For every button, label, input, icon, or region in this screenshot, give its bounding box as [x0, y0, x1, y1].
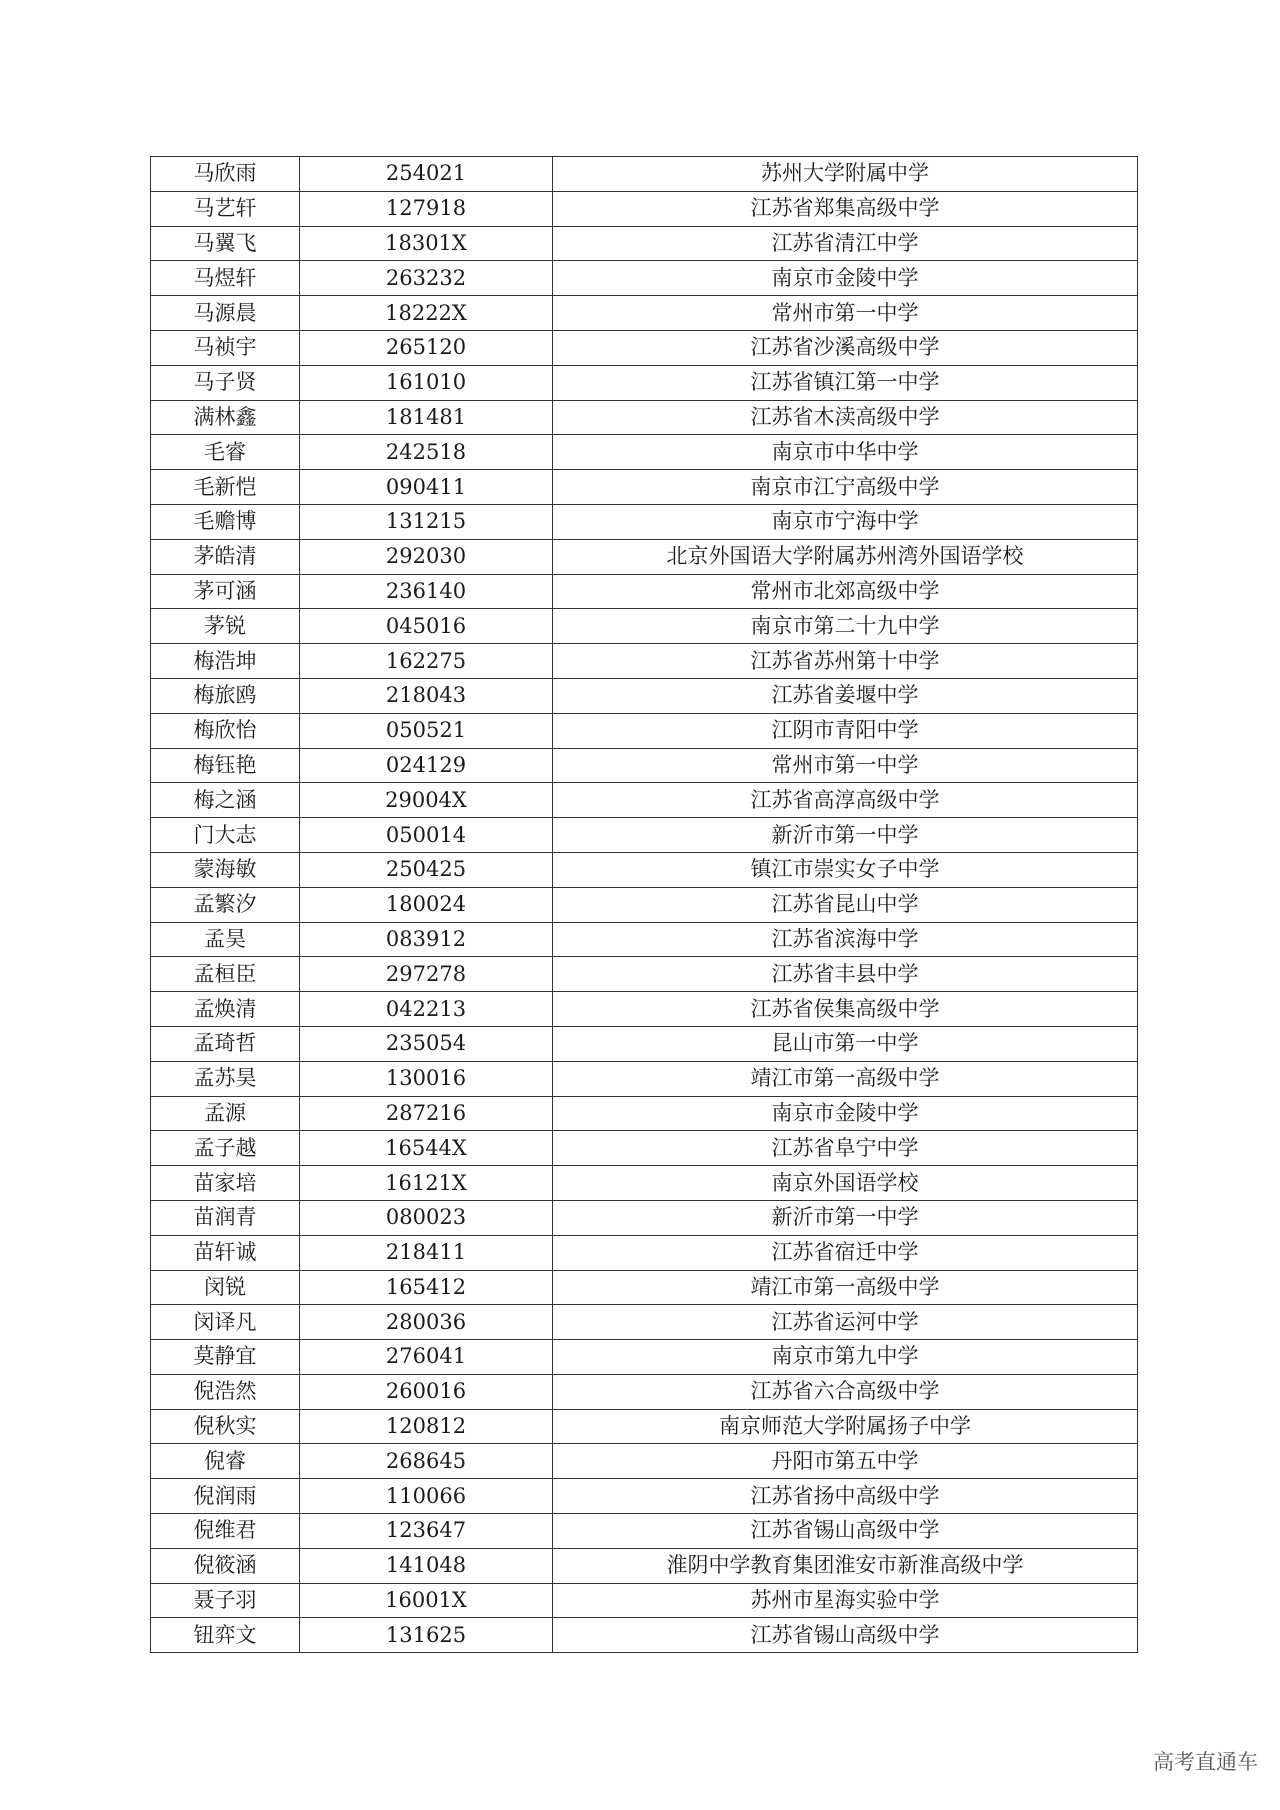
school-cell: 江苏省高淳高级中学 — [553, 783, 1138, 818]
id-cell: 263232 — [300, 261, 553, 296]
name-cell: 倪维君 — [151, 1514, 300, 1549]
school-cell: 北京外国语大学附属苏州湾外国语学校 — [553, 539, 1138, 574]
table-row — [151, 1409, 1138, 1444]
name-cell: 苗润青 — [151, 1200, 300, 1235]
school-cell: 常州市北郊高级中学 — [553, 574, 1138, 609]
id-cell: 090411 — [300, 470, 553, 505]
school-cell: 昆山市第一中学 — [553, 1026, 1138, 1061]
table-row — [151, 1305, 1138, 1340]
name-cell: 孟源 — [151, 1096, 300, 1131]
id-cell: 165412 — [300, 1270, 553, 1305]
id-cell: 265120 — [300, 330, 553, 365]
table-row — [151, 400, 1138, 435]
name-cell: 倪睿 — [151, 1444, 300, 1479]
name-cell: 倪浩然 — [151, 1374, 300, 1409]
name-cell: 马源晨 — [151, 296, 300, 331]
table-row — [151, 957, 1138, 992]
name-cell: 苗家培 — [151, 1166, 300, 1201]
name-cell: 梅浩坤 — [151, 644, 300, 679]
id-cell: 123647 — [300, 1514, 553, 1549]
name-cell: 聂子羽 — [151, 1583, 300, 1618]
watermark-text: 高考直通车 — [1153, 1750, 1258, 1774]
school-cell: 南京市第九中学 — [553, 1340, 1138, 1375]
id-cell: 18301X — [300, 226, 553, 261]
table-row — [151, 1514, 1138, 1549]
name-cell: 梅之涵 — [151, 783, 300, 818]
name-cell: 孟苏昊 — [151, 1061, 300, 1096]
table-row — [151, 818, 1138, 853]
id-cell: 045016 — [300, 609, 553, 644]
school-cell: 江苏省沙溪高级中学 — [553, 330, 1138, 365]
name-cell: 毛赡博 — [151, 504, 300, 539]
table-row — [151, 644, 1138, 679]
school-cell: 南京市中华中学 — [553, 435, 1138, 470]
name-cell: 梅旅鸥 — [151, 678, 300, 713]
id-cell: 050014 — [300, 818, 553, 853]
table-row — [151, 1444, 1138, 1479]
school-cell: 苏州大学附属中学 — [553, 157, 1138, 192]
school-cell: 江苏省丰县中学 — [553, 957, 1138, 992]
school-cell: 江苏省昆山中学 — [553, 887, 1138, 922]
name-cell: 茅锐 — [151, 609, 300, 644]
name-cell: 茅可涵 — [151, 574, 300, 609]
table-row — [151, 1235, 1138, 1270]
id-cell: 268645 — [300, 1444, 553, 1479]
table-row — [151, 1166, 1138, 1201]
table-row — [151, 1061, 1138, 1096]
table-row — [151, 1131, 1138, 1166]
name-cell: 蒙海敏 — [151, 852, 300, 887]
table-row — [151, 1479, 1138, 1514]
name-cell: 门大志 — [151, 818, 300, 853]
name-cell: 马欣雨 — [151, 157, 300, 192]
table-row — [151, 539, 1138, 574]
name-cell: 马祯宇 — [151, 330, 300, 365]
school-cell: 江苏省清江中学 — [553, 226, 1138, 261]
id-cell: 250425 — [300, 852, 553, 887]
name-cell: 梅钰艳 — [151, 748, 300, 783]
school-cell: 江苏省六合高级中学 — [553, 1374, 1138, 1409]
id-cell: 050521 — [300, 713, 553, 748]
table-row — [151, 922, 1138, 957]
school-cell: 新沂市第一中学 — [553, 1200, 1138, 1235]
table-row — [151, 296, 1138, 331]
school-cell: 江苏省运河中学 — [553, 1305, 1138, 1340]
school-cell: 南京市金陵中学 — [553, 1096, 1138, 1131]
name-cell: 孟琦哲 — [151, 1026, 300, 1061]
id-cell: 042213 — [300, 992, 553, 1027]
table-row — [151, 1270, 1138, 1305]
name-cell: 孟子越 — [151, 1131, 300, 1166]
id-cell: 29004X — [300, 783, 553, 818]
school-cell: 镇江市崇实女子中学 — [553, 852, 1138, 887]
table-row — [151, 435, 1138, 470]
name-cell: 满林鑫 — [151, 400, 300, 435]
school-cell: 淮阴中学教育集团淮安市新淮高级中学 — [553, 1548, 1138, 1583]
name-cell: 莫静宜 — [151, 1340, 300, 1375]
id-cell: 297278 — [300, 957, 553, 992]
name-cell: 倪筱涵 — [151, 1548, 300, 1583]
id-cell: 18222X — [300, 296, 553, 331]
table-row — [151, 470, 1138, 505]
roster-body — [151, 157, 1138, 1653]
table-row — [151, 1548, 1138, 1583]
name-cell: 茅皓清 — [151, 539, 300, 574]
table-row — [151, 226, 1138, 261]
school-cell: 南京师范大学附属扬子中学 — [553, 1409, 1138, 1444]
id-cell: 16544X — [300, 1131, 553, 1166]
name-cell: 马子贤 — [151, 365, 300, 400]
name-cell: 毛新恺 — [151, 470, 300, 505]
name-cell: 苗轩诚 — [151, 1235, 300, 1270]
school-cell: 江苏省扬中高级中学 — [553, 1479, 1138, 1514]
name-cell: 马艺轩 — [151, 191, 300, 226]
id-cell: 260016 — [300, 1374, 553, 1409]
school-cell: 常州市第一中学 — [553, 748, 1138, 783]
table-row — [151, 609, 1138, 644]
id-cell: 16121X — [300, 1166, 553, 1201]
student-roster-table — [150, 156, 1138, 1653]
name-cell: 毛睿 — [151, 435, 300, 470]
table-row — [151, 887, 1138, 922]
table-row — [151, 157, 1138, 192]
school-cell: 新沂市第一中学 — [553, 818, 1138, 853]
table-row — [151, 1583, 1138, 1618]
id-cell: 131215 — [300, 504, 553, 539]
school-cell: 江苏省镇江第一中学 — [553, 365, 1138, 400]
id-cell: 254021 — [300, 157, 553, 192]
id-cell: 218043 — [300, 678, 553, 713]
id-cell: 083912 — [300, 922, 553, 957]
table-row — [151, 713, 1138, 748]
school-cell: 江苏省侯集高级中学 — [553, 992, 1138, 1027]
school-cell: 南京市金陵中学 — [553, 261, 1138, 296]
school-cell: 江苏省苏州第十中学 — [553, 644, 1138, 679]
school-cell: 江苏省锡山高级中学 — [553, 1514, 1138, 1549]
id-cell: 161010 — [300, 365, 553, 400]
id-cell: 162275 — [300, 644, 553, 679]
id-cell: 280036 — [300, 1305, 553, 1340]
id-cell: 218411 — [300, 1235, 553, 1270]
school-cell: 丹阳市第五中学 — [553, 1444, 1138, 1479]
id-cell: 024129 — [300, 748, 553, 783]
table-row — [151, 574, 1138, 609]
school-cell: 苏州市星海实验中学 — [553, 1583, 1138, 1618]
table-row — [151, 1200, 1138, 1235]
name-cell: 梅欣怡 — [151, 713, 300, 748]
school-cell: 江苏省锡山高级中学 — [553, 1618, 1138, 1653]
table-row — [151, 783, 1138, 818]
school-cell: 江苏省木渎高级中学 — [553, 400, 1138, 435]
id-cell: 180024 — [300, 887, 553, 922]
id-cell: 242518 — [300, 435, 553, 470]
id-cell: 16001X — [300, 1583, 553, 1618]
name-cell: 孟桓臣 — [151, 957, 300, 992]
school-cell: 南京市江宁高级中学 — [553, 470, 1138, 505]
name-cell: 孟昊 — [151, 922, 300, 957]
name-cell: 倪秋实 — [151, 1409, 300, 1444]
school-cell: 常州市第一中学 — [553, 296, 1138, 331]
id-cell: 130016 — [300, 1061, 553, 1096]
id-cell: 236140 — [300, 574, 553, 609]
school-cell: 江苏省阜宁中学 — [553, 1131, 1138, 1166]
table-row — [151, 330, 1138, 365]
name-cell: 钮弈文 — [151, 1618, 300, 1653]
table-row — [151, 1374, 1138, 1409]
table-row — [151, 1026, 1138, 1061]
name-cell: 马煜轩 — [151, 261, 300, 296]
id-cell: 120812 — [300, 1409, 553, 1444]
school-cell: 江苏省宿迁中学 — [553, 1235, 1138, 1270]
table-row — [151, 1618, 1138, 1653]
school-cell: 靖江市第一高级中学 — [553, 1061, 1138, 1096]
table-row — [151, 504, 1138, 539]
name-cell: 马翼飞 — [151, 226, 300, 261]
table-row — [151, 852, 1138, 887]
table-row — [151, 1340, 1138, 1375]
table-row — [151, 261, 1138, 296]
table-row — [151, 191, 1138, 226]
table-row — [151, 1096, 1138, 1131]
school-cell: 南京市宁海中学 — [553, 504, 1138, 539]
id-cell: 276041 — [300, 1340, 553, 1375]
school-cell: 江阴市青阳中学 — [553, 713, 1138, 748]
id-cell: 080023 — [300, 1200, 553, 1235]
name-cell: 闵锐 — [151, 1270, 300, 1305]
id-cell: 235054 — [300, 1026, 553, 1061]
table-row — [151, 992, 1138, 1027]
name-cell: 闵译凡 — [151, 1305, 300, 1340]
id-cell: 287216 — [300, 1096, 553, 1131]
id-cell: 131625 — [300, 1618, 553, 1653]
table-row — [151, 678, 1138, 713]
id-cell: 181481 — [300, 400, 553, 435]
school-cell: 南京外国语学校 — [553, 1166, 1138, 1201]
school-cell: 江苏省姜堰中学 — [553, 678, 1138, 713]
name-cell: 孟繁汐 — [151, 887, 300, 922]
name-cell: 倪润雨 — [151, 1479, 300, 1514]
school-cell: 江苏省滨海中学 — [553, 922, 1138, 957]
school-cell: 南京市第二十九中学 — [553, 609, 1138, 644]
table-row — [151, 748, 1138, 783]
id-cell: 292030 — [300, 539, 553, 574]
name-cell: 孟焕清 — [151, 992, 300, 1027]
id-cell: 127918 — [300, 191, 553, 226]
id-cell: 110066 — [300, 1479, 553, 1514]
school-cell: 江苏省郑集高级中学 — [553, 191, 1138, 226]
table-row — [151, 365, 1138, 400]
id-cell: 141048 — [300, 1548, 553, 1583]
school-cell: 靖江市第一高级中学 — [553, 1270, 1138, 1305]
